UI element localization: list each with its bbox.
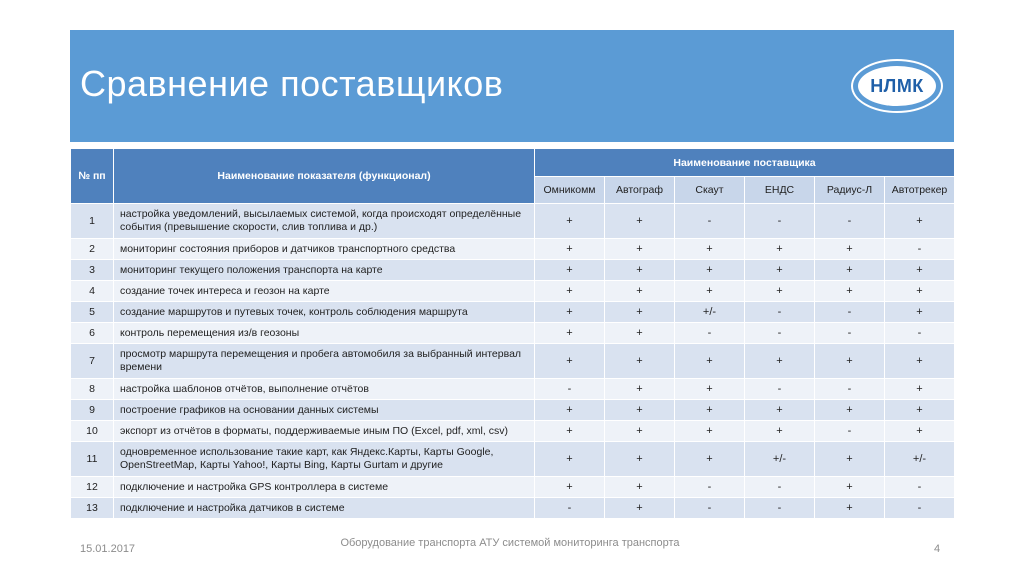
row-number: 11	[71, 442, 114, 477]
comparison-table	[70, 148, 955, 519]
support-cell: +	[605, 379, 675, 400]
table-row	[71, 302, 955, 323]
row-number: 6	[71, 323, 114, 344]
support-cell: -	[675, 323, 745, 344]
support-cell: -	[815, 302, 885, 323]
row-number: 10	[71, 421, 114, 442]
support-cell: +	[745, 239, 815, 260]
support-cell: +	[605, 204, 675, 239]
support-cell: +	[605, 302, 675, 323]
support-cell: -	[885, 239, 955, 260]
table-row	[71, 477, 955, 498]
support-cell: +	[885, 204, 955, 239]
support-cell: +	[605, 477, 675, 498]
table-row	[71, 204, 955, 239]
support-cell: -	[815, 379, 885, 400]
support-cell: +	[815, 344, 885, 379]
support-cell: +	[885, 400, 955, 421]
support-cell: +	[745, 421, 815, 442]
support-cell: +	[605, 498, 675, 519]
support-cell: +	[535, 477, 605, 498]
support-cell: +	[815, 498, 885, 519]
support-cell: -	[745, 302, 815, 323]
support-cell: +	[815, 442, 885, 477]
support-cell: +	[675, 442, 745, 477]
support-cell: -	[885, 477, 955, 498]
indicator-name: построение графиков на основании данных системы	[114, 400, 535, 421]
row-number: 7	[71, 344, 114, 379]
support-cell: +	[535, 239, 605, 260]
support-cell: +	[535, 260, 605, 281]
table-row	[71, 281, 955, 302]
support-cell: +	[535, 323, 605, 344]
support-cell: +	[815, 239, 885, 260]
support-cell: +	[745, 344, 815, 379]
row-number: 9	[71, 400, 114, 421]
nlmk-logo	[851, 59, 943, 113]
support-cell: -	[675, 477, 745, 498]
page-number: 4	[934, 543, 941, 555]
support-cell: +	[675, 421, 745, 442]
supplier-header: ЕНДС	[745, 177, 815, 204]
footer-caption: Оборудование транспорта АТУ системой мониторинга транспорта	[340, 537, 680, 549]
support-cell: -	[815, 421, 885, 442]
support-cell: +	[535, 421, 605, 442]
support-cell: +	[815, 281, 885, 302]
support-cell: -	[675, 498, 745, 519]
supplier-header: Радиус-Л	[815, 177, 885, 204]
support-cell: +	[535, 344, 605, 379]
table-row	[71, 498, 955, 519]
support-cell: +	[675, 260, 745, 281]
support-cell: +	[815, 260, 885, 281]
support-cell: +	[885, 379, 955, 400]
indicator-name: просмотр маршрута перемещения и пробега автомобиля за выбранный интервал времени	[114, 344, 535, 379]
header-indicator: Наименование показателя (функционал)	[114, 149, 535, 204]
support-cell: +	[885, 281, 955, 302]
support-cell: -	[535, 498, 605, 519]
table-row	[71, 344, 955, 379]
supplier-header: Автограф	[605, 177, 675, 204]
indicator-name: подключение и настройка датчиков в системе	[114, 498, 535, 519]
indicator-name: мониторинг текущего положения транспорта на карте	[114, 260, 535, 281]
supplier-header: Скаут	[675, 177, 745, 204]
table-row	[71, 442, 955, 477]
support-cell: +	[885, 421, 955, 442]
indicator-name: подключение и настройка GPS контроллера в системе	[114, 477, 535, 498]
support-cell: -	[885, 498, 955, 519]
indicator-name: мониторинг состояния приборов и датчиков транспортного средства	[114, 239, 535, 260]
table-row	[71, 421, 955, 442]
support-cell: +	[605, 260, 675, 281]
support-cell: +	[885, 302, 955, 323]
row-number: 3	[71, 260, 114, 281]
slide-title: Сравнение поставщиков	[80, 63, 504, 104]
support-cell: -	[675, 204, 745, 239]
support-cell: +	[535, 400, 605, 421]
support-cell: -	[535, 379, 605, 400]
support-cell: +	[675, 379, 745, 400]
support-cell: +	[745, 281, 815, 302]
indicator-name: создание маршрутов и путевых точек, контроль соблюдения маршрута	[114, 302, 535, 323]
support-cell: +	[535, 281, 605, 302]
support-cell: +	[605, 323, 675, 344]
supplier-header: Автотрекер	[885, 177, 955, 204]
support-cell: +/-	[675, 302, 745, 323]
support-cell: +	[605, 442, 675, 477]
table-row	[71, 239, 955, 260]
support-cell: +	[535, 302, 605, 323]
support-cell: +	[605, 239, 675, 260]
support-cell: -	[885, 323, 955, 344]
indicator-name: экспорт из отчётов в форматы, поддерживаемые иным ПО (Excel, pdf, xml, csv)	[114, 421, 535, 442]
support-cell: +	[535, 204, 605, 239]
row-number: 4	[71, 281, 114, 302]
support-cell: +	[605, 281, 675, 302]
support-cell: +	[535, 442, 605, 477]
supplier-header: Омникомм	[535, 177, 605, 204]
row-number: 8	[71, 379, 114, 400]
support-cell: +	[745, 260, 815, 281]
row-number: 12	[71, 477, 114, 498]
indicator-name: настройка шаблонов отчётов, выполнение отчётов	[114, 379, 535, 400]
support-cell: +/-	[745, 442, 815, 477]
header-num: № пп	[71, 149, 114, 204]
support-cell: -	[815, 204, 885, 239]
support-cell: -	[745, 323, 815, 344]
support-cell: -	[745, 477, 815, 498]
indicator-name: создание точек интереса и геозон на карте	[114, 281, 535, 302]
support-cell: +	[815, 477, 885, 498]
title-banner	[70, 30, 954, 142]
support-cell: -	[745, 204, 815, 239]
footer-date: 15.01.2017	[80, 543, 136, 555]
row-number: 1	[71, 204, 114, 239]
table-row	[71, 400, 955, 421]
logo-text: НЛМК	[870, 75, 924, 96]
support-cell: +	[605, 421, 675, 442]
support-cell: +	[885, 344, 955, 379]
support-cell: +	[745, 400, 815, 421]
support-cell: +	[815, 400, 885, 421]
row-number: 13	[71, 498, 114, 519]
support-cell: +	[885, 260, 955, 281]
support-cell: +	[675, 239, 745, 260]
support-cell: +	[675, 400, 745, 421]
support-cell: +	[605, 400, 675, 421]
support-cell: +	[605, 344, 675, 379]
support-cell: +	[675, 281, 745, 302]
row-number: 2	[71, 239, 114, 260]
indicator-name: одновременное использование такие карт, как Яндекс.Карты, Карты Google, OpenStreetMap, Карты Yahoo!, Карты Bing, Карты Gurtam и другие	[114, 442, 535, 477]
indicator-name: настройка уведомлений, высылаемых системой, когда происходят определённые события (превышение скорости, слив топлива и др.)	[114, 204, 535, 239]
table-row	[71, 323, 955, 344]
support-cell: +	[675, 344, 745, 379]
table-row	[71, 260, 955, 281]
indicator-name: контроль перемещения из/в геозоны	[114, 323, 535, 344]
support-cell: -	[745, 379, 815, 400]
support-cell: +/-	[885, 442, 955, 477]
header-suppliers: Наименование поставщика	[535, 149, 955, 177]
support-cell: -	[815, 323, 885, 344]
support-cell: -	[745, 498, 815, 519]
row-number: 5	[71, 302, 114, 323]
table-row	[71, 379, 955, 400]
